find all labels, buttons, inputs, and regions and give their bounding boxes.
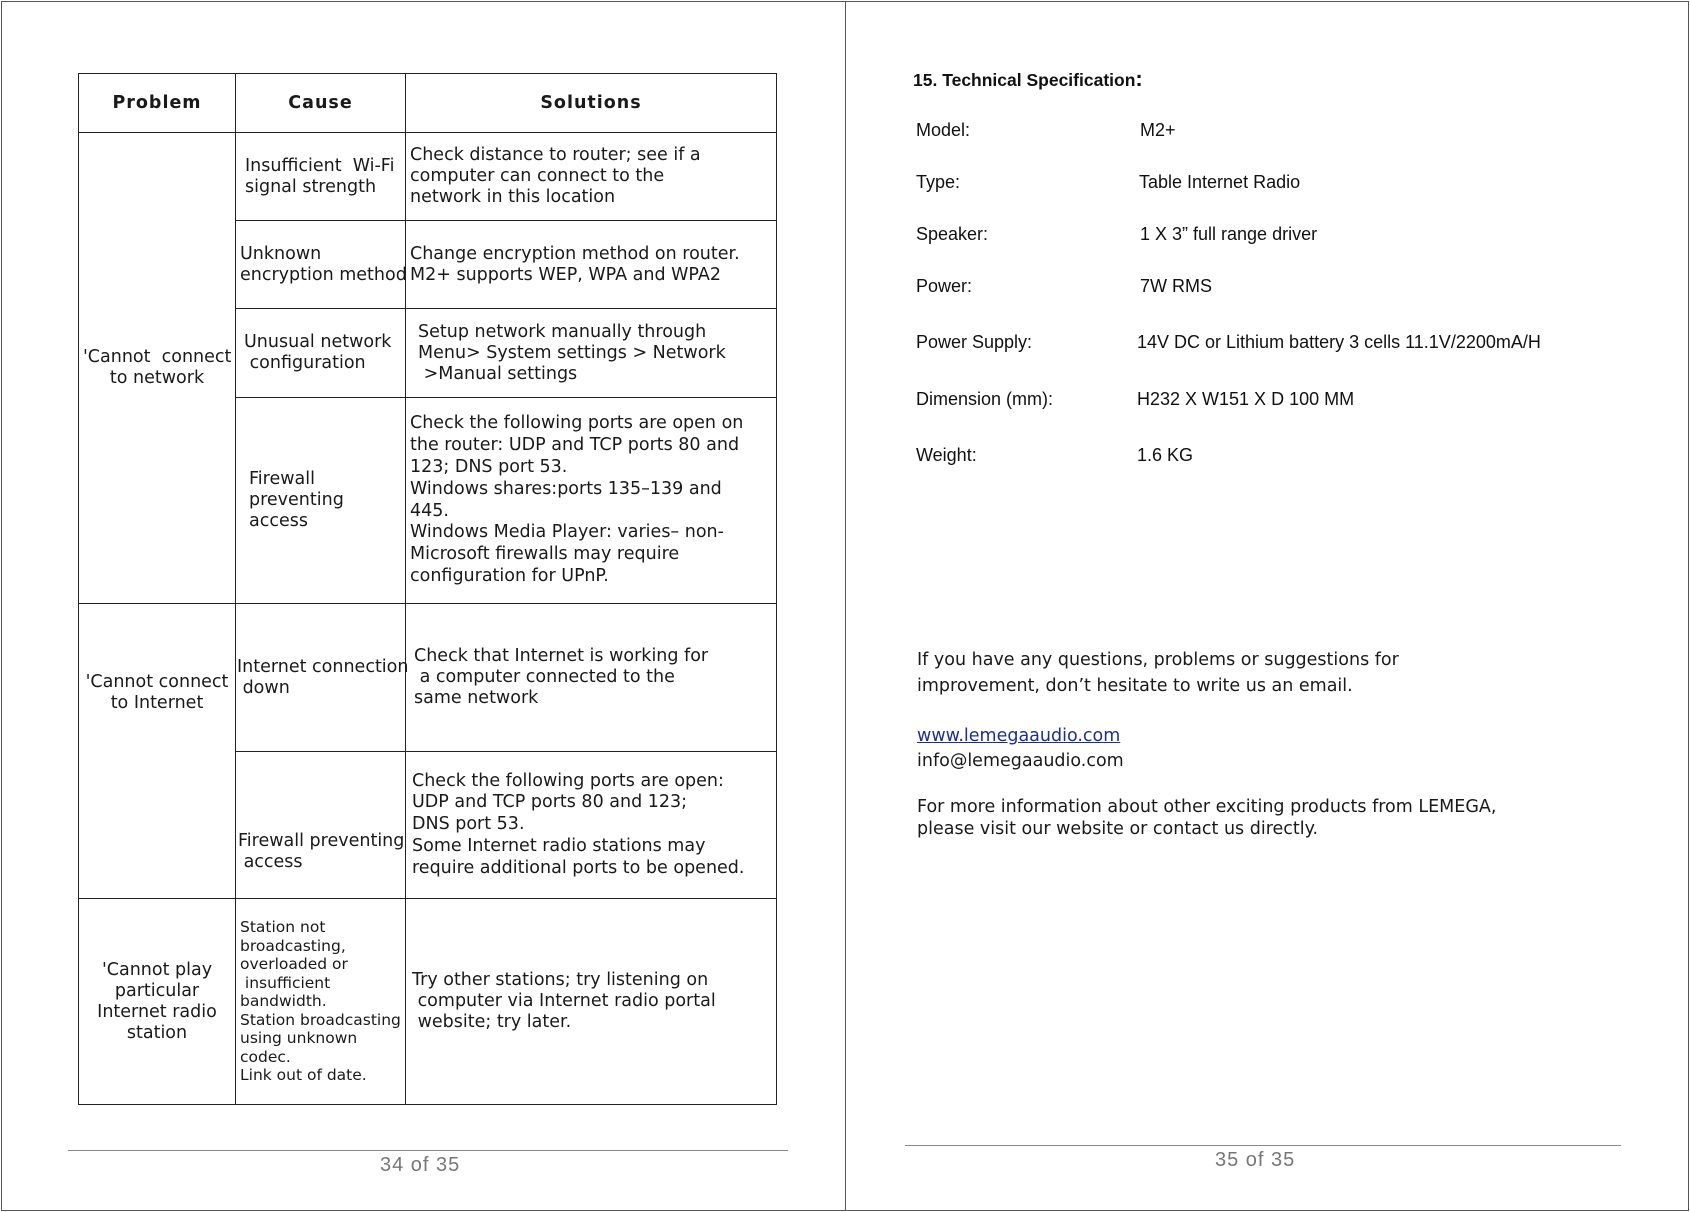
solution-line: M2+ supports WEP, WPA and WPA2 bbox=[410, 264, 721, 285]
cause-line: Station not bbox=[240, 918, 326, 937]
spec-label: Weight: bbox=[916, 445, 977, 465]
spec-value: 1.6 KG bbox=[1137, 445, 1194, 465]
cause-line: Firewall bbox=[249, 469, 315, 489]
solution-line: UDP and TCP ports 80 and 123; bbox=[412, 792, 688, 813]
footer-rule bbox=[905, 1145, 1621, 1146]
solution-line: same network bbox=[414, 688, 539, 708]
solution-line: Windows shares:ports 135–139 and bbox=[410, 478, 722, 499]
contact-intro-line-1: If you have any questions, problems or suggestions for bbox=[917, 650, 1399, 670]
solution-line: Try other stations; try listening on bbox=[412, 970, 709, 990]
cause-line: bandwidth. bbox=[240, 992, 327, 1011]
solution-line: network in this location bbox=[410, 187, 616, 207]
solution-line: Microsoft firewalls may require bbox=[410, 544, 680, 565]
page-34 bbox=[1, 1, 846, 1211]
page-number: 35 of 35 bbox=[1215, 1149, 1296, 1171]
footer-rule bbox=[68, 1150, 788, 1151]
solution-line: Windows Media Player: varies– non- bbox=[410, 522, 724, 543]
spec-value: Table Internet Radio bbox=[1139, 172, 1301, 192]
problem-line: to network bbox=[109, 368, 205, 388]
cause-line: signal strength bbox=[245, 176, 377, 197]
cause-line: Insufficient Wi-Fi bbox=[245, 155, 395, 176]
table-header-row bbox=[79, 74, 777, 133]
problem-line: 'Cannot play bbox=[101, 959, 213, 980]
cause-line: down bbox=[237, 677, 290, 698]
solution-line: Setup network manually through bbox=[418, 321, 707, 342]
solution-cell bbox=[406, 221, 777, 309]
cause-cell bbox=[236, 309, 406, 398]
solution-line: 445. bbox=[410, 500, 449, 521]
contact-email: info@lemegaaudio.com bbox=[917, 751, 1124, 771]
solution-line: computer via Internet radio portal bbox=[412, 991, 716, 1011]
cause-line: encryption method bbox=[240, 264, 407, 285]
solution-line: Check that Internet is working for bbox=[414, 646, 709, 666]
spec-label: Power: bbox=[916, 276, 973, 296]
cause-line: using unknown bbox=[240, 1029, 358, 1048]
cause-line: overloaded or bbox=[240, 955, 348, 974]
solution-cell bbox=[406, 133, 777, 221]
cause-line: Firewall preventing bbox=[238, 831, 405, 851]
problem-line: 'Cannot connect bbox=[83, 347, 232, 367]
problem-cannot-connect-network bbox=[79, 133, 236, 604]
solution-line: Change encryption method on router. bbox=[410, 243, 740, 264]
troubleshooting-table bbox=[78, 73, 777, 1105]
solution-cell bbox=[406, 899, 777, 1105]
cause-line: codec. bbox=[240, 1047, 291, 1066]
solution-line: a computer connected to the bbox=[414, 667, 675, 687]
spec-heading-colon: : bbox=[1135, 66, 1143, 91]
problem-line: to Internet bbox=[110, 693, 204, 713]
cause-line: Unknown bbox=[240, 243, 322, 264]
spec-label: Dimension (mm): bbox=[916, 389, 1054, 409]
header-cause: Cause bbox=[236, 74, 406, 133]
table-row bbox=[79, 899, 777, 1105]
cause-line: insufficient bbox=[240, 973, 331, 992]
cause-line: Link out of date. bbox=[240, 1066, 367, 1085]
header-problem: Problem bbox=[79, 74, 236, 133]
spec-value: H232 X W151 X D 100 MM bbox=[1137, 389, 1355, 409]
solution-line: Check distance to router; see if a bbox=[410, 145, 701, 165]
problem-line: station bbox=[126, 1022, 188, 1043]
problem-cannot-connect-internet bbox=[79, 604, 236, 899]
page-number: 34 of 35 bbox=[380, 1154, 461, 1176]
header-solutions: Solutions bbox=[406, 74, 777, 133]
solution-line: configuration for UPnP. bbox=[410, 565, 609, 586]
spec-value: 1 X 3” full range driver bbox=[1140, 224, 1318, 244]
solution-cell bbox=[406, 752, 777, 899]
cause-line: access bbox=[238, 852, 303, 872]
solution-line: Check the following ports are open: bbox=[412, 770, 724, 791]
more-info-line-1: For more information about other exciting products from LEMEGA, bbox=[917, 797, 1497, 817]
solution-cell bbox=[406, 604, 777, 752]
solution-line: Menu> System settings > Network bbox=[418, 342, 726, 363]
cause-line: configuration bbox=[244, 353, 366, 373]
cause-cell bbox=[236, 398, 406, 604]
solution-line: Check the following ports are open on bbox=[410, 413, 744, 434]
cause-line: access bbox=[249, 511, 308, 531]
solution-line: require additional ports to be opened. bbox=[412, 857, 745, 878]
cause-line: broadcasting, bbox=[240, 936, 346, 955]
spec-label: Model: bbox=[916, 120, 971, 140]
solution-line: 123; DNS port 53. bbox=[410, 456, 568, 477]
solution-line: Some Internet radio stations may bbox=[412, 835, 706, 856]
spec-heading-text: 15. Technical Specification bbox=[913, 70, 1136, 90]
spec-label: Speaker: bbox=[916, 224, 989, 244]
cause-cell bbox=[236, 899, 406, 1105]
spec-heading bbox=[913, 66, 1143, 92]
problem-line: 'Cannot connect bbox=[85, 672, 229, 692]
solution-line: the router: UDP and TCP ports 80 and bbox=[410, 435, 740, 456]
contact-intro-line-2: improvement, don’t hesitate to write us an email. bbox=[917, 676, 1353, 696]
solution-line: DNS port 53. bbox=[412, 814, 525, 835]
table-row bbox=[79, 604, 777, 752]
spec-label: Power Supply: bbox=[916, 332, 1033, 352]
problem-cannot-play-station bbox=[79, 899, 236, 1105]
cause-line: preventing bbox=[249, 490, 344, 510]
spec-value: 14V DC or Lithium battery 3 cells 11.1V/2200mA/H bbox=[1137, 332, 1541, 352]
website-link[interactable]: www.lemegaaudio.com bbox=[917, 726, 1121, 746]
spec-value: 7W RMS bbox=[1140, 276, 1212, 296]
solution-cell bbox=[406, 398, 777, 604]
problem-line: Internet radio bbox=[97, 1001, 217, 1022]
solution-line: website; try later. bbox=[412, 1012, 572, 1032]
problem-line: particular bbox=[114, 980, 200, 1001]
solution-cell bbox=[406, 309, 777, 398]
table-row bbox=[79, 133, 777, 221]
more-info-line-2: please visit our website or contact us directly. bbox=[917, 819, 1319, 839]
spec-label: Type: bbox=[916, 172, 961, 192]
cause-cell bbox=[236, 221, 406, 309]
cause-cell bbox=[236, 133, 406, 221]
cause-line: Unusual network bbox=[244, 332, 392, 352]
cause-line: Station broadcasting bbox=[240, 1010, 401, 1029]
solution-line: computer can connect to the bbox=[410, 166, 665, 186]
cause-cell bbox=[236, 604, 409, 752]
website-row bbox=[917, 726, 1120, 746]
spec-value: M2+ bbox=[1140, 120, 1176, 140]
cause-cell bbox=[236, 752, 406, 899]
solution-line: >Manual settings bbox=[418, 363, 578, 384]
cause-line: Internet connection bbox=[237, 656, 409, 677]
